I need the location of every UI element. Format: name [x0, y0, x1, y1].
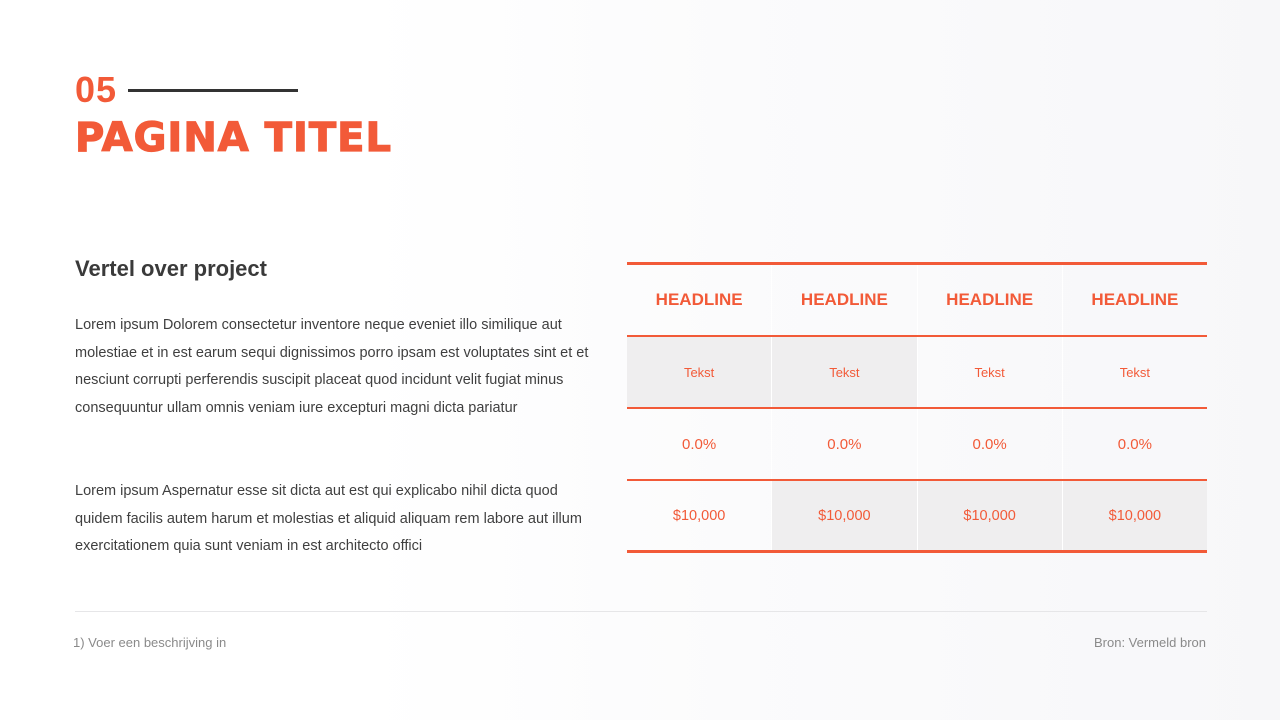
table-cell: Tekst [1119, 364, 1151, 380]
table-header-row [627, 262, 1207, 337]
page-title: PAGINA TITEL [75, 115, 392, 161]
section-heading: Vertel over project [75, 256, 267, 281]
table-header-cell: HEADLINE [918, 265, 1063, 335]
data-table [627, 262, 1207, 553]
table-header-cell: HEADLINE [627, 265, 772, 335]
table-header-cell: HEADLINE [1091, 290, 1179, 309]
table-cell: $10,000 [772, 481, 917, 550]
table-row [627, 409, 1207, 481]
footnote: 1) Voer een beschrijving in [73, 635, 227, 650]
footer-divider [75, 611, 1207, 612]
number-rule [128, 89, 298, 92]
table-cell: Tekst [918, 337, 1063, 407]
table-cell: $10,000 [627, 481, 772, 550]
body-paragraph-2: Lorem ipsum Aspernatur esse sit dicta aut est qui explicabo nihil dicta quod quidem facilis autem harum et molestias et aliquid aliquam rem labore aut illum exercitationem quia sunt veniam in est architecto offici [75, 483, 582, 555]
table-row [627, 481, 1207, 553]
body-paragraph-1: Lorem ipsum Dolorem consectetur inventore neque eveniet illo similique aut molestiae et in est earum sequi dignissimos porro ipsam est voluptates sint et et nesciunt corrupti perferendis suscipit placeat quod incidunt velit fugiat minus consequuntur ullam omnis veniam iure excepturi magni dicta pariatur [75, 317, 589, 416]
table-cell: Tekst [627, 337, 772, 407]
table-header-cell: HEADLINE [772, 265, 917, 335]
table-cell: $10,000 [1063, 481, 1207, 550]
source-note: Bron: Vermeld bron [1093, 635, 1206, 650]
table-cell: $10,000 [918, 481, 1063, 550]
table-cell: 0.0% [918, 409, 1063, 479]
table-cell: 0.0% [627, 409, 772, 479]
table-row [627, 337, 1207, 409]
slide-number: 05 [75, 69, 118, 110]
table-cell: Tekst [772, 337, 917, 407]
table-cell: 0.0% [1117, 435, 1152, 453]
table-cell: 0.0% [772, 409, 917, 479]
